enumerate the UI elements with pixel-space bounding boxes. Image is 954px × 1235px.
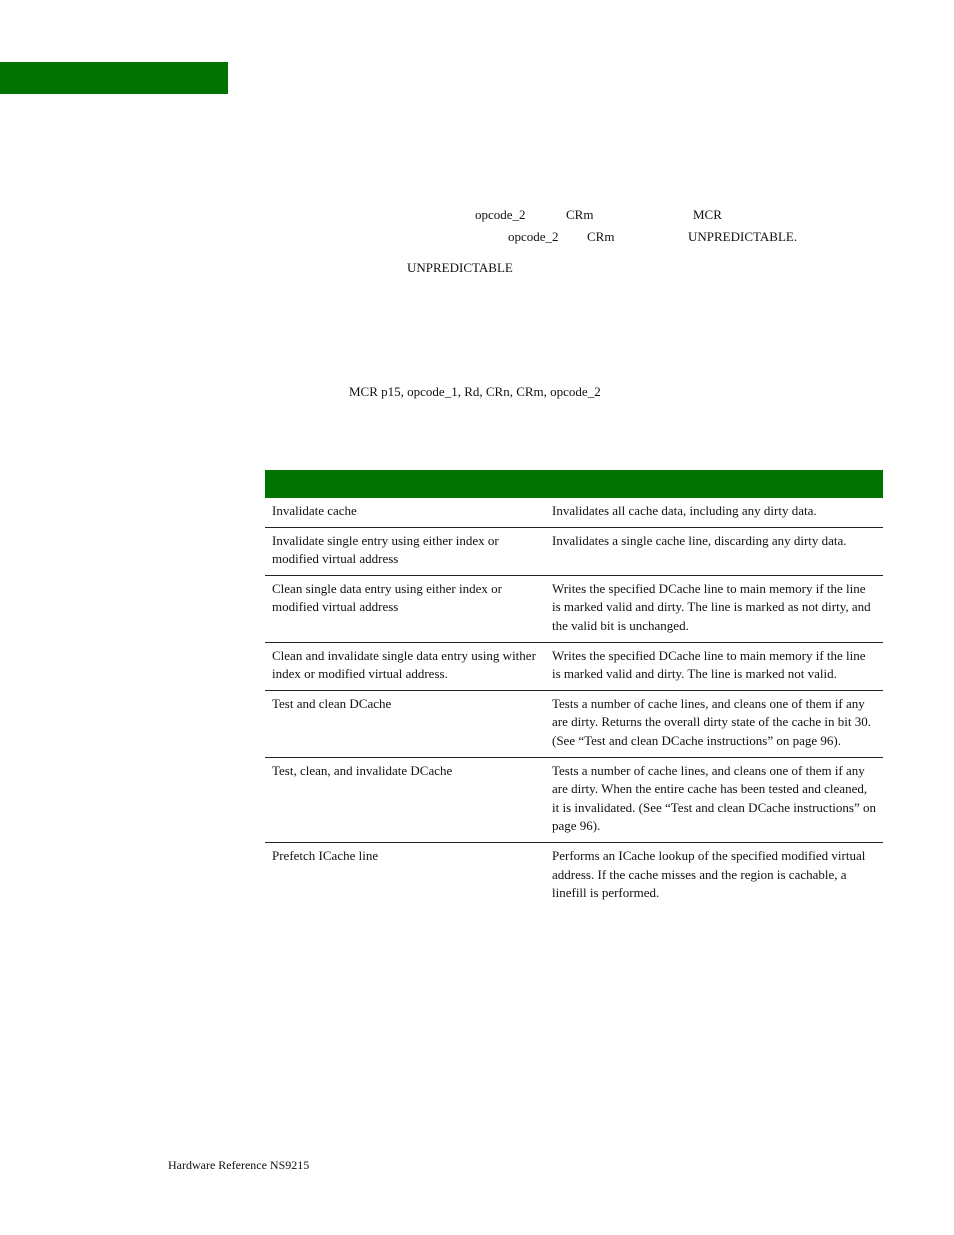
table-row [265,528,883,576]
cache-operations-table [265,470,883,909]
table-body [265,498,883,909]
function-cell: Test and clean DCache [272,695,392,711]
text-fragment-opcode2: opcode_2 [508,229,559,244]
function-cell: Clean single data entry using either index or modified virtual address [272,580,502,615]
description-cell: Tests a number of cache lines, and cleans one of them if any are dirty. When the entire cache has been tested and cleaned, it is invalidated. (See “Test and clean DCache instructions” on page 96). [552,762,876,834]
table-row [265,691,883,758]
description-cell: Invalidates a single cache line, discarding any dirty data. [552,532,847,548]
text-fragment-mcr: MCR [693,207,722,222]
description-cell: Invalidates all cache data, including any dirty data. [552,503,817,518]
table-row [265,498,883,528]
text-fragment-unpredictable: UNPREDICTABLE. [688,229,798,244]
table-row [265,576,883,643]
function-cell: Test, clean, and invalidate DCache [272,762,453,778]
description-cell: Performs an ICache lookup of the specified modified virtual address. If the cache misses and the region is cachable, a linefill is performed. [552,847,866,901]
text-fragment-crm: CRm [566,207,594,222]
mcr-syntax-line: MCR p15, opcode_1, Rd, CRn, CRm, opcode_2 [349,384,601,399]
text-fragment-unpredictable: UNPREDICTABLE [407,260,513,275]
chapter-header-bar [0,62,228,94]
text-fragment-opcode2: opcode_2 [475,207,526,222]
description-cell: Writes the specified DCache line to main memory if the line is marked valid and dirty. The line is marked as not dirty, and the valid bit is unchanged. [552,580,871,633]
function-cell: Invalidate single entry using either index or modified virtual address [272,532,499,567]
table-row [265,758,883,843]
description-cell: Tests a number of cache lines, and cleans one of them if any are dirty. Returns the overall dirty state of the cache in bit 30. (See “Test and clean DCache instructions” on page 96). [552,695,871,748]
page-footer: Hardware Reference NS9215 [168,1158,310,1172]
function-cell: Clean and invalidate single data entry using wither index or modified virtual address. [272,647,536,682]
function-cell: Prefetch ICache line [272,847,379,863]
description-cell: Writes the specified DCache line to main memory if the line is marked valid and dirty. The line is marked not valid. [552,647,866,682]
table-row [265,843,883,909]
function-cell: Invalidate cache [272,503,357,518]
table-header-bar [265,470,883,498]
text-fragment-crm: CRm [587,229,615,244]
table-row [265,643,883,691]
